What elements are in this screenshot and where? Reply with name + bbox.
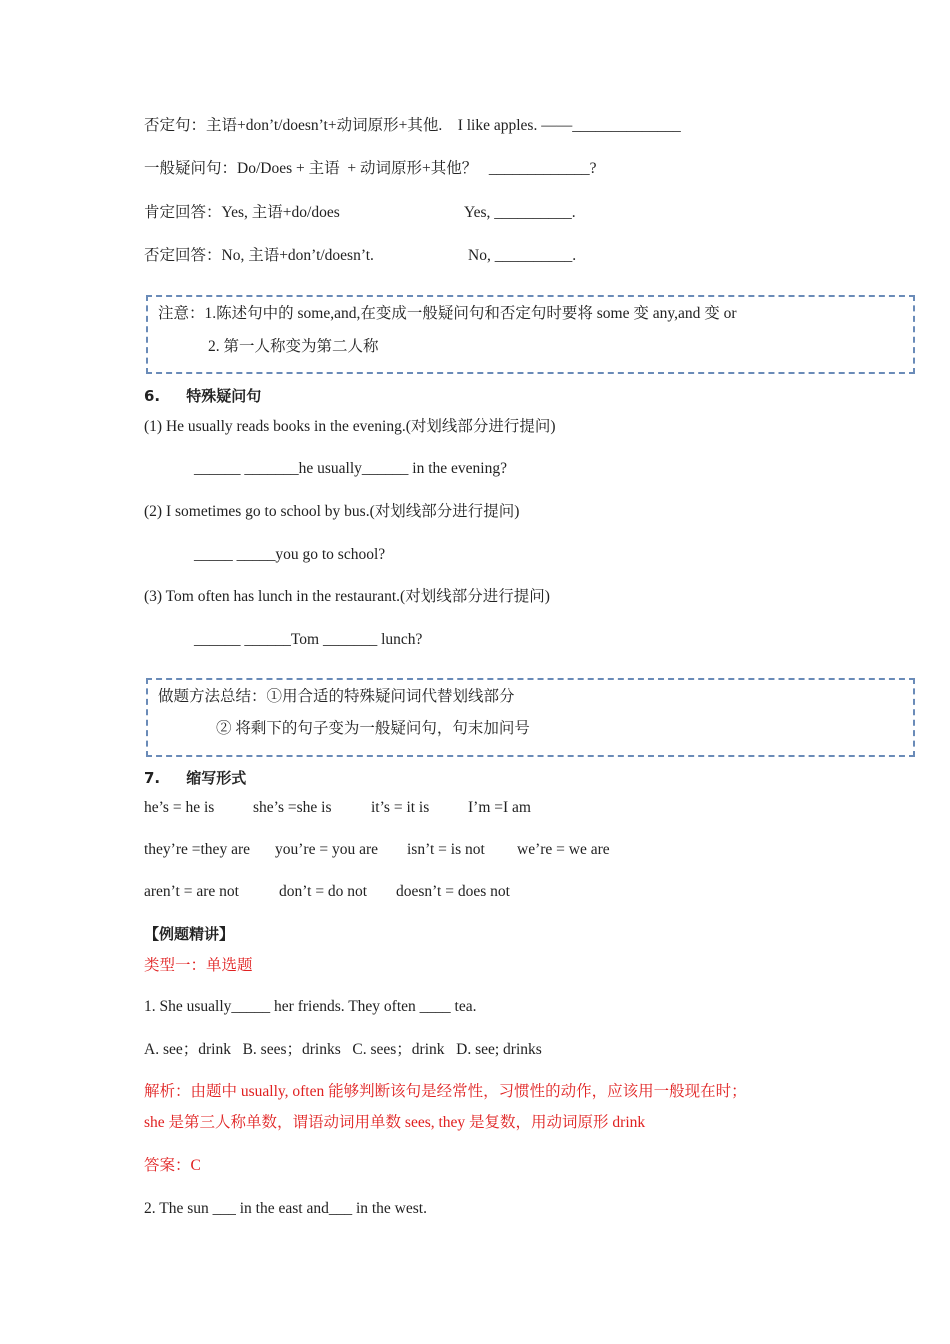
contraction-item: you’re = you are [275,841,378,858]
affirmative-answer-blank: Yes, __________. [464,204,576,221]
example-type-label: 类型一：单选题 [144,957,253,974]
method-line-1: 做题方法总结：①用合适的特殊疑问词代替划线部分 [158,688,515,705]
example-answer-1: 答案：C [144,1157,201,1174]
example-analysis-line-1: 解析：由题中 usually, often 能够判断该句是经常性，习惯性的动作，应该用一般现在时； [144,1083,747,1100]
wh-answer-2: _____ _____you go to school? [194,546,386,563]
question-form-rule: 一般疑问句：Do/Does + 主语 + 动词原形+其他？ _____________? [144,160,597,177]
method-line-2: ② 将剩下的句子变为一般疑问句，句末加问号 [216,720,530,737]
examples-heading: 【例题精讲】 [144,925,235,943]
contraction-item: don’t = do not [279,883,368,900]
affirmative-answer-rule: 肯定回答：Yes, 主语+do/does [144,204,340,221]
contraction-item: doesn’t = does not [396,883,510,900]
wh-answer-3: ______ ______Tom _______ lunch? [194,631,423,648]
contraction-item: we’re = we are [517,841,610,858]
contraction-item: he’s = he is [144,799,215,816]
contraction-item: I’m =I am [468,799,531,816]
example-analysis-line-2: she 是第三人称单数，谓语动词用单数 sees, they 是复数，用动词原形 drink [144,1114,646,1131]
contraction-item: aren’t = are not [144,883,239,900]
wh-question-2: (2) I sometimes go to school by bus.(对划线部分进行提问) [144,503,520,520]
contraction-item: they’re =they are [144,841,250,858]
contraction-item: it’s = it is [371,799,430,816]
section-6-title: 6. 特殊疑问句 [144,387,262,405]
note-line-1: 注意：1.陈述句中的 some,and,在变成一般疑问句和否定句时要将 some 变 any,and 变 or [158,305,737,322]
note-box-transform [146,295,915,374]
note-box-method [146,678,915,757]
example-question-2: 2. The sun ___ in the east and___ in the west. [144,1200,427,1217]
example-question-1: 1. She usually_____ her friends. They often ____ tea. [144,998,477,1015]
wh-answer-1: ______ _______he usually______ in the evening? [194,460,507,477]
section-7-title: 7. 缩写形式 [144,769,247,787]
negative-answer-rule: 否定回答：No, 主语+don’t/doesn’t. [144,247,374,264]
note-line-2: 2. 第一人称变为第二人称 [208,338,379,355]
wh-question-3: (3) Tom often has lunch in the restaurant.(对划线部分进行提问) [144,588,550,605]
negative-form-rule: 否定句：主语+don’t/doesn’t+动词原形+其他. I like apples. ——______________ [144,117,681,134]
negative-answer-blank: No, __________. [468,247,577,264]
contraction-item: she’s =she is [253,799,332,816]
example-options-1: A. see；drink B. sees；drinks C. sees；drink D. see; drinks [144,1041,542,1058]
wh-question-1: (1) He usually reads books in the evening.(对划线部分进行提问) [144,418,556,435]
contraction-item: isn’t = is not [407,841,485,858]
